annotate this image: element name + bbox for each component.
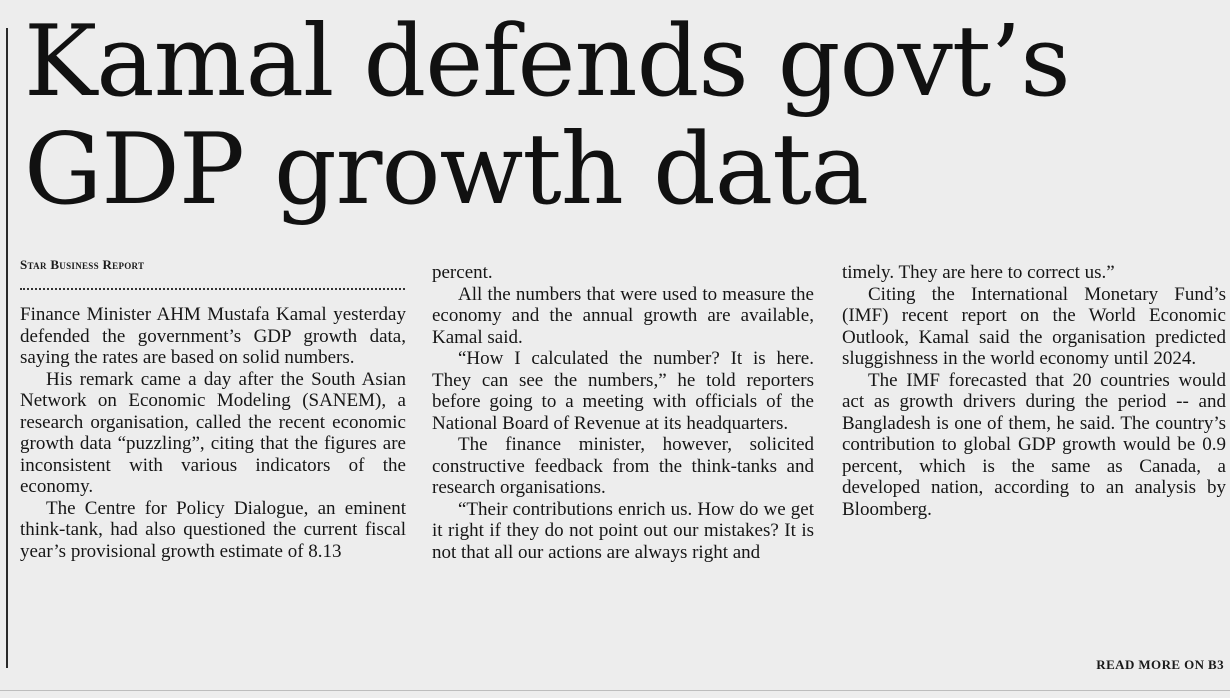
headline-line-1: Kamal defends govt’s	[24, 5, 1070, 119]
paragraph: The Centre for Policy Dialogue, an eminent think-tank, had also questioned the current fiscal year’s provisional growth estimate of 8.13	[20, 497, 406, 562]
paragraph: Citing the International Monetary Fund’s (IMF) recent report on the World Economic Outlook, Kamal said the organisation predicted sluggishness in the world economy until 2024.	[842, 283, 1226, 369]
paragraph: His remark came a day after the South Asian Network on Economic Modeling (SANEM), a research organisation, called the recent economic growth data “puzzling”, citing that the figures are inconsistent with various indicators of the economy.	[20, 368, 406, 497]
page-bottom-rule	[0, 690, 1230, 691]
byline: Star Business Report	[20, 257, 145, 272]
paragraph: The IMF forecasted that 20 countries would act as growth drivers during the period -- and Bangladesh is one of them, he said. The country’s contribution to global GDP growth would be 0.9 percent, which is the same as Canada, a developed nation, according to an analysis by Bloomberg.	[842, 369, 1226, 520]
paragraph: All the numbers that were used to measure the economy and the annual growth are available, Kamal said.	[432, 283, 814, 348]
headline-line-2: GDP growth data	[24, 113, 869, 227]
read-more-link[interactable]: READ MORE ON B3	[1096, 657, 1224, 672]
paragraph: “Their contributions enrich us. How do we get it right if they do not point out our mistakes? It is not that all our actions are always right and	[432, 498, 814, 563]
column-rule	[6, 28, 8, 668]
article-column-2	[432, 262, 814, 563]
paragraph: Finance Minister AHM Mustafa Kamal yesterday defended the government’s GDP growth data, saying the rates are based on solid numbers.	[20, 304, 406, 368]
headline	[24, 5, 1224, 227]
paragraph: “How I calculated the number? It is here. They can see the numbers,” he told reporters before going to a meeting with officials of the National Board of Revenue at its headquarters.	[432, 348, 814, 434]
paragraph: timely. They are here to correct us.”	[842, 262, 1115, 283]
article-column-1	[20, 304, 406, 562]
byline-divider	[20, 288, 405, 290]
paragraph: percent.	[432, 262, 493, 283]
paragraph: The finance minister, however, solicited constructive feedback from the think-tanks and research organisations.	[432, 434, 814, 498]
article-column-3	[842, 262, 1226, 520]
